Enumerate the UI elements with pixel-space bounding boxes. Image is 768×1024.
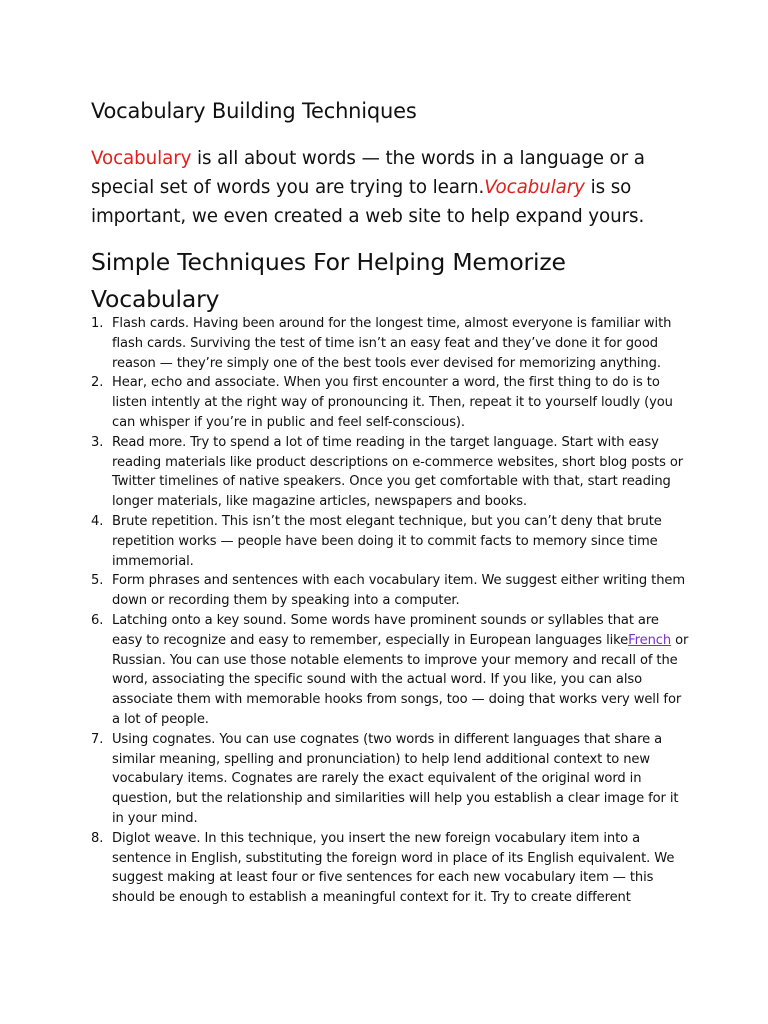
list-item-text: Read more. Try to spend a lot of time reading in the target language. Start with easy reading materials like product descriptions on e-commerce websites, short blog posts or Twitter timelines of native speakers. Once you get comfortable with that, start reading longer materials, like magazine articles, newspapers and books. xyxy=(112,434,684,510)
intro-term-vocabulary: Vocabulary xyxy=(91,148,192,169)
list-item xyxy=(91,611,691,730)
intro-paragraph xyxy=(91,144,691,231)
list-item xyxy=(91,829,691,908)
list-item xyxy=(91,373,691,432)
list-item-number: 1. xyxy=(91,316,104,331)
list-item-text-before: Latching onto a key sound. Some words have prominent sounds or syllables that are easy to recognize and easy to remember, especially in European languages like xyxy=(112,612,659,648)
list-item-text-after: or Russian. You can use those notable elements to improve your memory and recall of the word, associating the specific sound with the actual word. If you like, you can also associate them with memorable hooks from songs, too — doing that works very well for a lot of people. xyxy=(112,632,689,727)
list-item-number: 3. xyxy=(91,434,104,450)
list-item xyxy=(91,571,691,611)
list-item xyxy=(91,730,691,829)
list-item-text: Using cognates. You can use cognates (two words in different languages that share a similar meaning, spelling and pronunciation) to help lend additional context to new vocabulary items. Cognates are rarely the exact equivalent of the original word in question, but the relationship and similarities will help you establish a clear image for it in your mind. xyxy=(112,731,679,826)
list-item-number: 5. xyxy=(91,573,104,589)
list-item-text: Flash cards. Having been around for the longest time, almost everyone is familiar with flash cards. Surviving the test of time isn’t an easy feat and they’ve done it for good reason — they’re simply one of the best tools ever devised for memorizing anything. xyxy=(112,316,672,371)
list-item-text: Hear, echo and associate. When you first encounter a word, the first thing to do is to listen intently at the right way of pronouncing it. Then, repeat it to yourself loudly (you can whisper if you’re in public and feel self-conscious). xyxy=(112,375,673,430)
french-link[interactable]: French xyxy=(628,632,672,648)
section-heading: Simple Techniques For Helping Memorize Vocabulary xyxy=(91,248,566,313)
list-item-number: 8. xyxy=(91,830,104,846)
list-item-number: 4. xyxy=(91,513,104,529)
list-item-number: 7. xyxy=(91,731,104,747)
list-item xyxy=(91,433,691,512)
list-item xyxy=(91,314,691,373)
intro-text-2: is so important, we even created a web site to help expand yours. xyxy=(91,177,645,227)
list-item-number: 2. xyxy=(91,375,104,391)
list-item-text: Brute repetition. This isn’t the most elegant technique, but you can’t deny that brute repetition works — people have been doing it to commit facts to memory since time immemorial. xyxy=(112,513,662,569)
list-item xyxy=(91,512,691,571)
intro-text-1: is all about words — the words in a language or a special set of words you are trying to learn. xyxy=(91,148,645,198)
list-item-text: Diglot weave. In this technique, you insert the new foreign vocabulary item into a sentence in English, substituting the foreign word in place of its English equivalent. We suggest making at least four or five sentences for each new vocabulary item — this should be enough to establish a meaningful context for it. Try to create different xyxy=(112,830,675,906)
intro-term-vocabulary-italic: Vocabulary xyxy=(484,177,585,198)
list-item-text: Form phrases and sentences with each vocabulary item. We suggest either writing them down or recording them by speaking into a computer. xyxy=(112,573,686,609)
techniques-list xyxy=(91,314,691,908)
list-item-number: 6. xyxy=(91,612,104,628)
document-title: Vocabulary Building Techniques xyxy=(91,99,417,123)
